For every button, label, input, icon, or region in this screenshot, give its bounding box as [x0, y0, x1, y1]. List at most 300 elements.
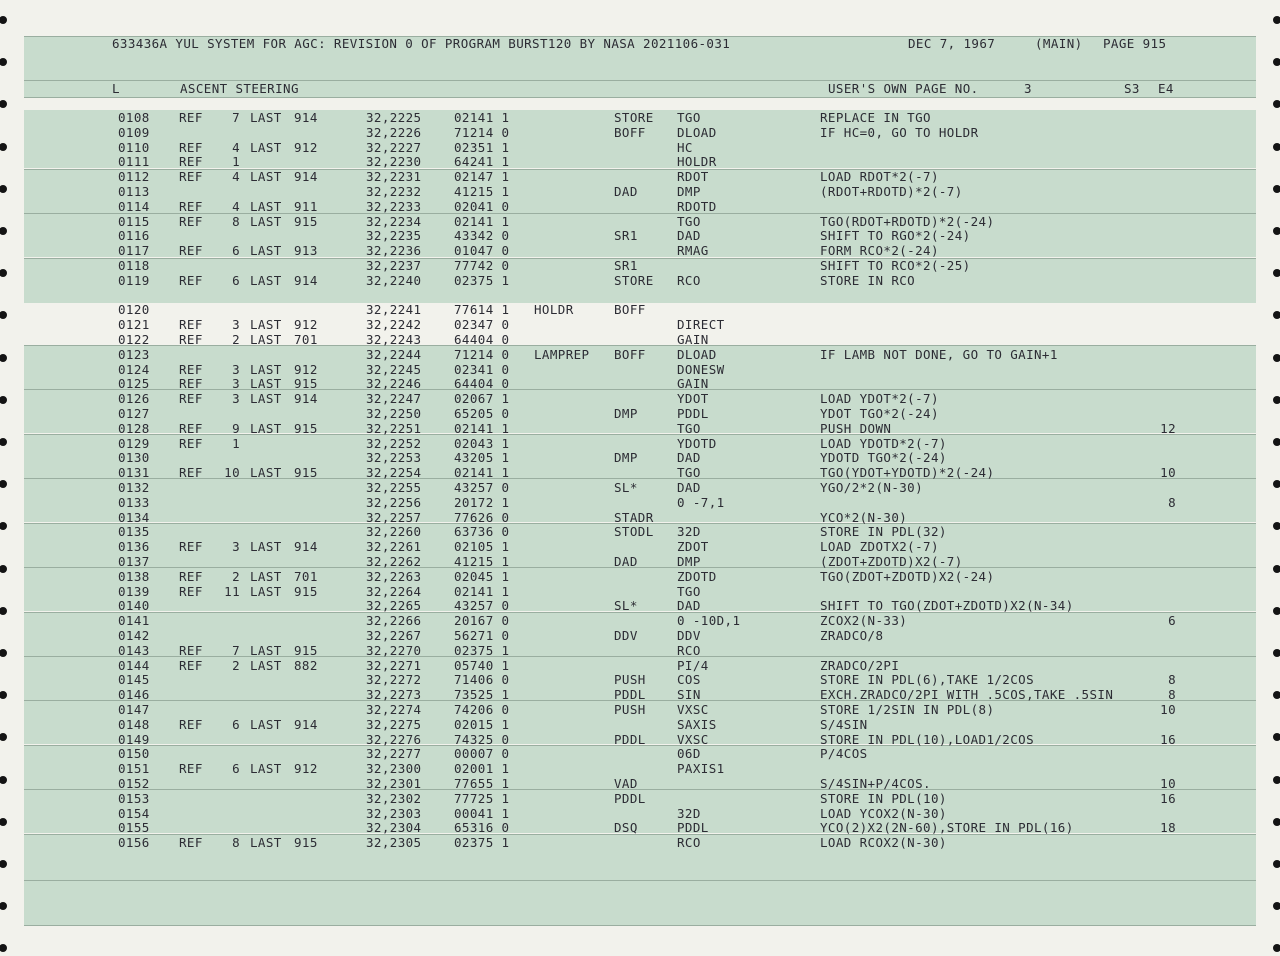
- memory-address: 32,2304: [366, 820, 422, 835]
- memory-address: 32,2243: [366, 332, 422, 347]
- ref-count: 10: [224, 465, 240, 480]
- comment: IF LAMB NOT DONE, GO TO GAIN+1: [820, 347, 1058, 362]
- memory-address: 32,2230: [366, 154, 422, 169]
- octal-word: 02141 1: [454, 214, 510, 229]
- ref-count: 4: [232, 199, 240, 214]
- line-number: 0114: [118, 199, 150, 214]
- band-rule: [24, 169, 1256, 170]
- octal-word: 02067 1: [454, 391, 510, 406]
- ref-marker: REF: [179, 110, 203, 125]
- last-marker: LAST: [250, 391, 282, 406]
- operand: 32D: [677, 524, 701, 539]
- memory-address: 32,2257: [366, 510, 422, 525]
- memory-address: 32,2234: [366, 214, 422, 229]
- memory-address: 32,2226: [366, 125, 422, 140]
- line-number: 0133: [118, 495, 150, 510]
- opcode: PDDL: [614, 732, 646, 747]
- last-marker: LAST: [250, 376, 282, 391]
- last-marker: LAST: [250, 332, 282, 347]
- ref-marker: REF: [179, 273, 203, 288]
- last-marker: LAST: [250, 643, 282, 658]
- ref-marker: REF: [179, 169, 203, 184]
- operand: TGO: [677, 465, 701, 480]
- last-marker: LAST: [250, 569, 282, 584]
- ref-count: 7: [232, 110, 240, 125]
- last-marker: LAST: [250, 658, 282, 673]
- last-marker: LAST: [250, 761, 282, 776]
- line-number: 0131: [118, 465, 150, 480]
- last-page: 912: [294, 140, 318, 155]
- ref-marker: REF: [179, 643, 203, 658]
- tractor-feed-hole: [1273, 607, 1280, 615]
- memory-address: 32,2274: [366, 702, 422, 717]
- memory-address: 32,2240: [366, 273, 422, 288]
- operand: DAD: [677, 598, 701, 613]
- opcode: SR1: [614, 228, 638, 243]
- ref-marker: REF: [179, 317, 203, 332]
- comment: ZRADCO/2PI: [820, 658, 900, 673]
- line-number: 0146: [118, 687, 150, 702]
- ref-marker: REF: [179, 362, 203, 377]
- opcode: SL*: [614, 598, 638, 613]
- operand: 06D: [677, 746, 701, 761]
- ref-count: 8: [232, 835, 240, 850]
- operand: DAD: [677, 480, 701, 495]
- ref-marker: REF: [179, 584, 203, 599]
- comment: LOAD RDOT*2(-7): [820, 169, 939, 184]
- band-rule: [24, 213, 1256, 214]
- opcode: DDV: [614, 628, 638, 643]
- comment: STORE IN PDL(10): [820, 791, 947, 806]
- line-number: 0125: [118, 376, 150, 391]
- memory-address: 32,2262: [366, 554, 422, 569]
- operand: ZDOT: [677, 539, 709, 554]
- octal-word: 74325 0: [454, 732, 510, 747]
- octal-word: 63736 0: [454, 524, 510, 539]
- memory-address: 32,2270: [366, 643, 422, 658]
- pushdown-count: 18: [1160, 820, 1176, 835]
- comment: YCO*2(N-30): [820, 510, 908, 525]
- ref-count: 3: [232, 376, 240, 391]
- green-bar-band: [24, 880, 1256, 925]
- operand: RCO: [677, 835, 701, 850]
- last-page: 914: [294, 717, 318, 732]
- last-page: 913: [294, 243, 318, 258]
- octal-word: 02341 0: [454, 362, 510, 377]
- line-number: 0127: [118, 406, 150, 421]
- comment: FORM RCO*2(-24): [820, 243, 939, 258]
- last-page: 915: [294, 421, 318, 436]
- last-marker: LAST: [250, 421, 282, 436]
- memory-address: 32,2265: [366, 598, 422, 613]
- opcode: PUSH: [614, 672, 646, 687]
- last-marker: LAST: [250, 584, 282, 599]
- last-page: 915: [294, 835, 318, 850]
- octal-word: 05740 1: [454, 658, 510, 673]
- tractor-feed-hole: [0, 311, 7, 319]
- opcode: DAD: [614, 554, 638, 569]
- ref-count: 1: [232, 154, 240, 169]
- memory-address: 32,2267: [366, 628, 422, 643]
- memory-address: 32,2233: [366, 199, 422, 214]
- memory-address: 32,2253: [366, 450, 422, 465]
- ref-count: 1: [232, 436, 240, 451]
- green-bar-band: [24, 834, 1256, 880]
- tractor-feed-hole: [0, 100, 7, 108]
- tractor-feed-hole: [0, 185, 7, 193]
- line-number: 0123: [118, 347, 150, 362]
- tractor-feed-hole: [0, 944, 7, 952]
- last-page: 914: [294, 273, 318, 288]
- ref-marker: REF: [179, 539, 203, 554]
- memory-address: 32,2237: [366, 258, 422, 273]
- operand: ZDOTD: [677, 569, 717, 584]
- tractor-feed-hole: [1273, 691, 1280, 699]
- opcode: STODL: [614, 524, 654, 539]
- octal-word: 02045 1: [454, 569, 510, 584]
- octal-word: 77626 0: [454, 510, 510, 525]
- ref-count: 2: [232, 569, 240, 584]
- comment: YGO/2*2(N-30): [820, 480, 924, 495]
- operand: 0 -10D,1: [677, 613, 741, 628]
- tractor-feed-hole: [1273, 354, 1280, 362]
- comment: REPLACE IN TGO: [820, 110, 931, 125]
- tractor-feed-hole: [1273, 143, 1280, 151]
- last-page: 912: [294, 362, 318, 377]
- tractor-feed-hole: [1273, 16, 1280, 24]
- section-code-2: E4: [1158, 81, 1174, 96]
- comment: LOAD YDOT*2(-7): [820, 391, 939, 406]
- octal-word: 02105 1: [454, 539, 510, 554]
- section-code-1: S3: [1124, 81, 1140, 96]
- comment: ZCOX2(N-33): [820, 613, 908, 628]
- comment: SHIFT TO RCO*2(-25): [820, 258, 971, 273]
- octal-word: 02141 1: [454, 110, 510, 125]
- band-rule: [24, 97, 1256, 98]
- ref-marker: REF: [179, 391, 203, 406]
- operand: DMP: [677, 554, 701, 569]
- tractor-feed-hole: [0, 480, 7, 488]
- line-number: 0132: [118, 480, 150, 495]
- line-number: 0152: [118, 776, 150, 791]
- comment: YCO(2)X2(2N-60),STORE IN PDL(16): [820, 820, 1074, 835]
- memory-address: 32,2263: [366, 569, 422, 584]
- pushdown-count: 8: [1168, 687, 1176, 702]
- last-page: 882: [294, 658, 318, 673]
- operand: DIRECT: [677, 317, 725, 332]
- memory-address: 32,2241: [366, 302, 422, 317]
- comment: (ZDOT+ZDOTD)X2(-7): [820, 554, 963, 569]
- octal-word: 02375 1: [454, 273, 510, 288]
- memory-address: 32,2300: [366, 761, 422, 776]
- last-marker: LAST: [250, 140, 282, 155]
- tractor-feed-hole: [0, 649, 7, 657]
- operand: HOLDR: [677, 154, 717, 169]
- comment: STORE IN PDL(6),TAKE 1/2COS: [820, 672, 1034, 687]
- memory-address: 32,2264: [366, 584, 422, 599]
- ref-marker: REF: [179, 465, 203, 480]
- octal-word: 01047 0: [454, 243, 510, 258]
- line-number: 0115: [118, 214, 150, 229]
- memory-address: 32,2227: [366, 140, 422, 155]
- operand: DAD: [677, 450, 701, 465]
- line-number: 0139: [118, 584, 150, 599]
- tractor-feed-hole: [1273, 818, 1280, 826]
- operand: TGO: [677, 110, 701, 125]
- ref-count: 6: [232, 273, 240, 288]
- ref-marker: REF: [179, 569, 203, 584]
- operand: SAXIS: [677, 717, 717, 732]
- last-page: 701: [294, 569, 318, 584]
- last-marker: LAST: [250, 539, 282, 554]
- operand: TGO: [677, 421, 701, 436]
- ref-marker: REF: [179, 154, 203, 169]
- octal-word: 02001 1: [454, 761, 510, 776]
- ref-count: 8: [232, 214, 240, 229]
- tractor-feed-hole: [0, 565, 7, 573]
- operand: COS: [677, 672, 701, 687]
- ref-marker: REF: [179, 717, 203, 732]
- tractor-feed-hole: [0, 58, 7, 66]
- line-number: 0142: [118, 628, 150, 643]
- comment: YDOTD TGO*2(-24): [820, 450, 947, 465]
- ref-marker: REF: [179, 243, 203, 258]
- tractor-feed-hole: [1273, 480, 1280, 488]
- operand: 0 -7,1: [677, 495, 725, 510]
- pushdown-count: 10: [1160, 465, 1176, 480]
- octal-word: 43257 0: [454, 480, 510, 495]
- comment: IF HC=0, GO TO HOLDR: [820, 125, 979, 140]
- band-rule: [24, 389, 1256, 390]
- operand: PDDL: [677, 406, 709, 421]
- memory-address: 32,2303: [366, 806, 422, 821]
- band-rule: [24, 656, 1256, 657]
- ref-marker: REF: [179, 658, 203, 673]
- ref-marker: REF: [179, 199, 203, 214]
- tractor-feed-hole: [1273, 776, 1280, 784]
- memory-address: 32,2260: [366, 524, 422, 539]
- memory-address: 32,2266: [366, 613, 422, 628]
- opcode: VAD: [614, 776, 638, 791]
- octal-word: 43205 1: [454, 450, 510, 465]
- section-type: L: [112, 81, 120, 96]
- ref-count: 3: [232, 539, 240, 554]
- memory-address: 32,2261: [366, 539, 422, 554]
- ref-count: 2: [232, 658, 240, 673]
- opcode: DAD: [614, 184, 638, 199]
- line-number: 0126: [118, 391, 150, 406]
- octal-word: 02043 1: [454, 436, 510, 451]
- memory-address: 32,2235: [366, 228, 422, 243]
- octal-word: 64404 0: [454, 332, 510, 347]
- tractor-feed-hole: [1273, 565, 1280, 573]
- ref-count: 9: [232, 421, 240, 436]
- tractor-feed-hole: [0, 691, 7, 699]
- pushdown-count: 16: [1160, 791, 1176, 806]
- line-number: 0116: [118, 228, 150, 243]
- line-number: 0135: [118, 524, 150, 539]
- users-page-number: 3: [1024, 81, 1032, 96]
- section-name: ASCENT STEERING: [180, 81, 299, 96]
- operand: TGO: [677, 584, 701, 599]
- octal-word: 65316 0: [454, 820, 510, 835]
- last-page: 915: [294, 584, 318, 599]
- opcode: BOFF: [614, 125, 646, 140]
- ref-marker: REF: [179, 140, 203, 155]
- memory-address: 32,2256: [366, 495, 422, 510]
- line-number: 0138: [118, 569, 150, 584]
- octal-word: 64241 1: [454, 154, 510, 169]
- operand: RDOT: [677, 169, 709, 184]
- pushdown-count: 6: [1168, 613, 1176, 628]
- last-page: 912: [294, 761, 318, 776]
- statement-label: HOLDR: [534, 302, 574, 317]
- octal-word: 77655 1: [454, 776, 510, 791]
- tractor-feed-hole: [1273, 649, 1280, 657]
- comment: TGO(ZDOT+ZDOTD)X2(-24): [820, 569, 995, 584]
- memory-address: 32,2302: [366, 791, 422, 806]
- line-number: 0144: [118, 658, 150, 673]
- ref-count: 6: [232, 243, 240, 258]
- octal-word: 20167 0: [454, 613, 510, 628]
- octal-word: 77614 1: [454, 302, 510, 317]
- last-page: 701: [294, 332, 318, 347]
- octal-word: 74206 0: [454, 702, 510, 717]
- comment: SHIFT TO TGO(ZDOT+ZDOTD)X2(N-34): [820, 598, 1074, 613]
- line-number: 0124: [118, 362, 150, 377]
- comment: STORE IN PDL(10),LOAD1/2COS: [820, 732, 1034, 747]
- ref-count: 4: [232, 169, 240, 184]
- memory-address: 32,2242: [366, 317, 422, 332]
- octal-word: 65205 0: [454, 406, 510, 421]
- octal-word: 02141 1: [454, 421, 510, 436]
- comment: EXCH.ZRADCO/2PI WITH .5COS,TAKE .5SIN: [820, 687, 1114, 702]
- pushdown-count: 16: [1160, 732, 1176, 747]
- comment: LOAD YDOTD*2(-7): [820, 436, 947, 451]
- tractor-feed-hole: [1273, 902, 1280, 910]
- green-bar-band: [24, 169, 1256, 213]
- line-number: 0110: [118, 140, 150, 155]
- octal-word: 73525 1: [454, 687, 510, 702]
- comment: TGO(RDOT+RDOTD)*2(-24): [820, 214, 995, 229]
- operand: PDDL: [677, 820, 709, 835]
- comment: TGO(YDOT+YDOTD)*2(-24): [820, 465, 995, 480]
- opcode: STADR: [614, 510, 654, 525]
- ref-marker: REF: [179, 421, 203, 436]
- operand: DAD: [677, 228, 701, 243]
- listing-main: (MAIN): [1035, 36, 1083, 51]
- ref-marker: REF: [179, 214, 203, 229]
- line-number: 0155: [118, 820, 150, 835]
- green-bar-band: [24, 612, 1256, 656]
- line-number: 0137: [118, 554, 150, 569]
- comment: ZRADCO/8: [820, 628, 884, 643]
- comment: YDOT TGO*2(-24): [820, 406, 939, 421]
- octal-word: 02041 0: [454, 199, 510, 214]
- ref-marker: REF: [179, 761, 203, 776]
- memory-address: 32,2255: [366, 480, 422, 495]
- line-number: 0112: [118, 169, 150, 184]
- band-rule: [24, 880, 1256, 881]
- pushdown-count: 8: [1168, 672, 1176, 687]
- line-number: 0118: [118, 258, 150, 273]
- memory-address: 32,2247: [366, 391, 422, 406]
- tractor-feed-hole: [1273, 185, 1280, 193]
- memory-address: 32,2244: [366, 347, 422, 362]
- operand: TGO: [677, 214, 701, 229]
- line-number: 0153: [118, 791, 150, 806]
- last-marker: LAST: [250, 835, 282, 850]
- comment: LOAD RCOX2(N-30): [820, 835, 947, 850]
- operand: YDOT: [677, 391, 709, 406]
- line-number: 0129: [118, 436, 150, 451]
- pushdown-count: 12: [1160, 421, 1176, 436]
- opcode: PDDL: [614, 687, 646, 702]
- last-page: 915: [294, 465, 318, 480]
- last-page: 912: [294, 317, 318, 332]
- tractor-feed-hole: [1273, 733, 1280, 741]
- ref-count: 3: [232, 317, 240, 332]
- line-number: 0108: [118, 110, 150, 125]
- line-number: 0150: [118, 746, 150, 761]
- last-marker: LAST: [250, 110, 282, 125]
- line-number: 0149: [118, 732, 150, 747]
- operand: RCO: [677, 643, 701, 658]
- operand: VXSC: [677, 732, 709, 747]
- band-rule: [24, 925, 1256, 926]
- comment: STORE IN PDL(32): [820, 524, 947, 539]
- operand: 32D: [677, 806, 701, 821]
- opcode: STORE: [614, 110, 654, 125]
- users-page-label: USER'S OWN PAGE NO.: [828, 81, 979, 96]
- memory-address: 32,2277: [366, 746, 422, 761]
- comment: PUSH DOWN: [820, 421, 892, 436]
- line-number: 0113: [118, 184, 150, 199]
- octal-word: 02375 1: [454, 643, 510, 658]
- memory-address: 32,2273: [366, 687, 422, 702]
- line-number: 0154: [118, 806, 150, 821]
- octal-word: 43342 0: [454, 228, 510, 243]
- operand: HC: [677, 140, 693, 155]
- line-number: 0151: [118, 761, 150, 776]
- memory-address: 32,2231: [366, 169, 422, 184]
- line-number: 0143: [118, 643, 150, 658]
- memory-address: 32,2236: [366, 243, 422, 258]
- opcode: BOFF: [614, 347, 646, 362]
- ref-count: 6: [232, 717, 240, 732]
- octal-word: 20172 1: [454, 495, 510, 510]
- tractor-feed-hole: [1273, 58, 1280, 66]
- ref-marker: REF: [179, 376, 203, 391]
- last-page: 915: [294, 643, 318, 658]
- opcode: PDDL: [614, 791, 646, 806]
- last-marker: LAST: [250, 214, 282, 229]
- memory-address: 32,2272: [366, 672, 422, 687]
- last-page: 914: [294, 110, 318, 125]
- ref-count: 4: [232, 140, 240, 155]
- octal-word: 43257 0: [454, 598, 510, 613]
- octal-word: 77742 0: [454, 258, 510, 273]
- octal-word: 00041 1: [454, 806, 510, 821]
- pushdown-count: 8: [1168, 495, 1176, 510]
- memory-address: 32,2271: [366, 658, 422, 673]
- operand: RMAG: [677, 243, 709, 258]
- ref-count: 3: [232, 362, 240, 377]
- tractor-feed-hole: [1273, 396, 1280, 404]
- ref-count: 7: [232, 643, 240, 658]
- octal-word: 56271 0: [454, 628, 510, 643]
- last-page: 914: [294, 169, 318, 184]
